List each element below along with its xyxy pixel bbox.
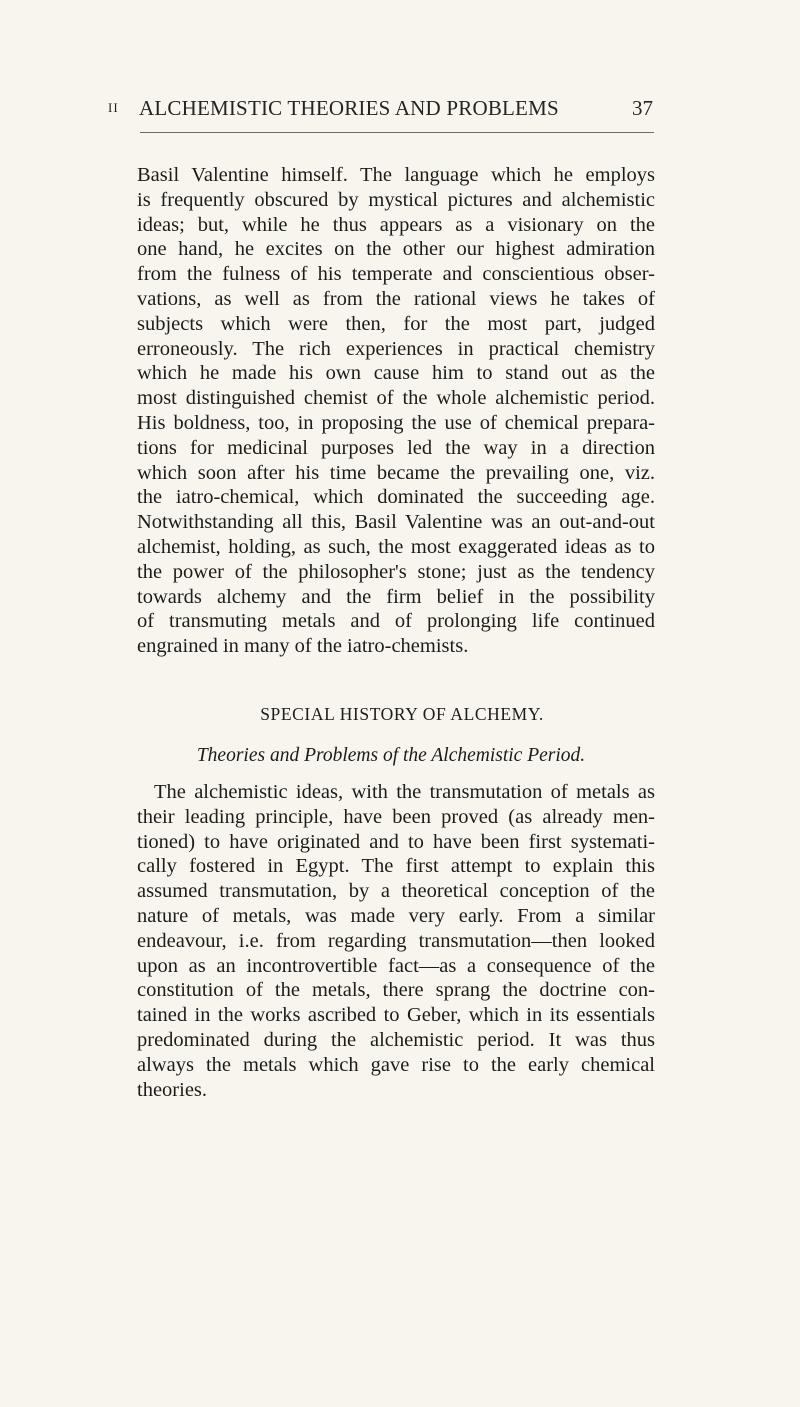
paragraph-line: of transmuting metals and of prolonging life continued: [137, 610, 655, 633]
paragraph-line: is frequently obscured by mystical pictures and alchemistic: [137, 188, 655, 211]
paragraph-line: assumed transmutation, by a theoretical conception of the: [137, 880, 655, 903]
paragraph-line: most distinguished chemist of the whole alchemistic period.: [137, 387, 655, 410]
paragraph-2: [137, 780, 655, 1102]
paragraph-line: which he made his own cause him to stand out as the: [137, 362, 655, 385]
paragraph-1: [137, 163, 655, 659]
paragraph-line: Notwithstanding all this, Basil Valentine was an out-and-out: [137, 511, 655, 534]
paragraph-line: erroneously. The rich experiences in practical chemistry: [137, 337, 655, 360]
paragraph-line: tained in the works ascribed to Geber, which in its essentials: [137, 1004, 655, 1027]
paragraph-line: vations, as well as from the rational views he takes of: [137, 287, 655, 310]
section-heading: SPECIAL HISTORY OF ALCHEMY.: [260, 703, 544, 724]
paragraph-line: upon as an incontrovertible fact—as a consequence of the: [137, 954, 655, 977]
chapter-numeral: II: [108, 100, 119, 115]
paragraph-line: from the fulness of his temperate and conscientious obser-: [137, 263, 655, 286]
paragraph-line: alchemist, holding, as such, the most exaggerated ideas as to: [137, 535, 655, 558]
paragraph-line: which soon after his time became the prevailing one, viz.: [137, 461, 655, 484]
paragraph-line: nature of metals, was made very early. From a similar: [137, 904, 655, 927]
page-number: 37: [632, 96, 653, 120]
paragraph-line: tions for medicinal purposes led the way in a direction: [137, 436, 655, 459]
paragraph-line: His boldness, too, in proposing the use of chemical prepara-: [137, 411, 655, 434]
paragraph-line: endeavour, i.e. from regarding transmutation—then looked: [137, 929, 655, 952]
paragraph-line: subjects which were then, for the most part, judged: [137, 312, 655, 335]
running-title: ALCHEMISTIC THEORIES AND PROBLEMS: [139, 96, 559, 120]
paragraph-line: predominated during the alchemistic period. It was thus: [137, 1028, 655, 1051]
paragraph-line: Basil Valentine himself. The language which he employs: [137, 164, 655, 186]
paragraph-line: always the metals which gave rise to the early chemical: [137, 1053, 655, 1076]
paragraph-line: ideas; but, while he thus appears as a visionary on the: [137, 213, 655, 236]
paragraph-line: engrained in many of the iatro-chemists.: [137, 635, 469, 658]
paragraph-line: the iatro-chemical, which dominated the succeeding age.: [137, 486, 655, 509]
paragraph-line: The alchemistic ideas, with the transmutation of metals as: [154, 780, 655, 803]
page-body: [137, 163, 655, 1102]
paragraph-line: towards alchemy and the firm belief in the possibility: [137, 585, 655, 608]
header-rule: [140, 132, 654, 133]
section-subheading: Theories and Problems of the Alchemistic Period.: [196, 744, 586, 766]
paragraph-line: tioned) to have originated and to have been first systemati-: [137, 830, 655, 853]
paragraph-line: cally fostered in Egypt. The first attempt to explain this: [137, 855, 655, 878]
paragraph-line: the power of the philosopher's stone; just as the tendency: [137, 560, 655, 583]
paragraph-line: theories.: [137, 1078, 208, 1101]
running-header: [108, 92, 653, 124]
paragraph-line: one hand, he excites on the other our highest admiration: [137, 238, 655, 261]
paragraph-line: their leading principle, have been proved (as already men-: [137, 805, 655, 828]
paragraph-line: constitution of the metals, there sprang the doctrine con-: [137, 979, 655, 1002]
